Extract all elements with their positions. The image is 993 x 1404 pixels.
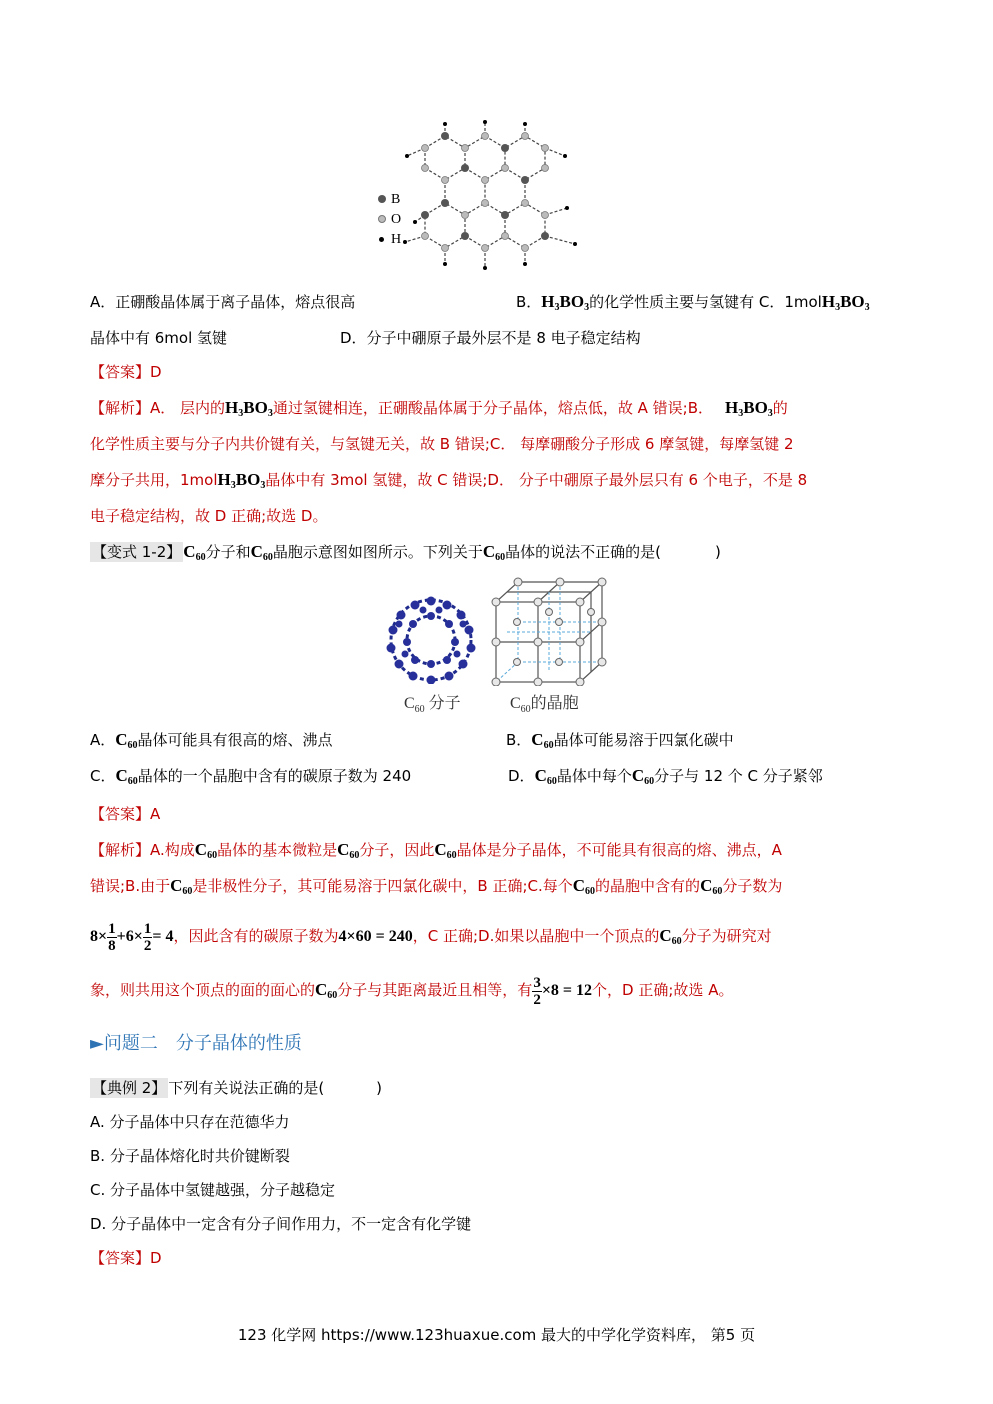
q1-option-b-c: B．$H_3BO_3$的化学性质主要与氢键有 C．$1molH_3BO_3$ [516,292,870,313]
variant-option-d: D．$C_{60}$晶体中每个$C_{60}$分子与 12 个 C 分子紧邻 [508,766,823,787]
variant-analysis-line4: 象，则共用这个顶点的面的面心的$C_{60}$分子与其距离最近且相等，有 $\frac{3}{2}$ ×8 = 12个，D 正确;故选 A。 [90,974,734,1008]
q2-option-c: C. 分子晶体中氢键越强，分子越稳定 [90,1181,336,1199]
legend-item-o: O [378,210,401,230]
q1-analysis-line3: 摩分子共用，$1molH_3BO_3$晶体中有 3mol 氢键，故 C 错误;D． 分子中硼原子最外层只有 6 个电子，不是 8 [90,470,808,491]
page-footer: 123 化学网 https://www.123huaxue.com 最大的中学化学资料库， 第5 页 [237,1326,756,1344]
legend-item-h: H [378,230,401,250]
triangle-marker-icon: ► [90,1033,104,1054]
section-2-heading: ►问题二 分子晶体的性质 [90,1033,302,1054]
q2-stem: 【典例 2】 下列有关说法正确的是( ) [92,1079,383,1097]
variant-analysis-line3: 8× $\frac{1}{8}$ +6× $\frac{1}{2}$ = 4，因此含有的碳原子数为4×60 = 240，C 正确;D.如果以晶胞中一个顶点的$C_{60}$分子为研究对 [90,920,772,954]
q1-option-d: D．分子中硼原子最外层不是 8 电子稳定结构 [340,329,641,347]
q2-option-b: B. 分子晶体熔化时共价键断裂 [90,1147,290,1165]
c60-unit-cell-figure [490,576,610,686]
q2-option-a: A. 分子晶体中只存在范德华力 [90,1113,290,1131]
q2-option-d: D. 分子晶体中一定含有分子间作用力，不一定含有化学键 [90,1215,472,1233]
boric-acid-structure-figure [375,118,595,276]
variant-answer: 【答案】A [90,805,161,823]
q2-tag: 【典例 2】 [92,1079,167,1097]
variant-tag: 【变式 1-2】 [92,543,182,561]
variant-option-c: C．$C_{60}$晶体的一个晶胞中含有的碳原子数为 240 [90,766,412,787]
c60-unit-cell-caption: $C_{60}$的晶胞 [510,695,579,716]
q1-option-c-line2: 晶体中有 6mol 氢键 [90,329,228,347]
c60-molecule-figure [385,596,477,684]
structure-legend [378,190,401,250]
q1-analysis-line1: 【解析】A． 层内的$H_3BO_3$通过氢键相连，正硼酸晶体属于分子晶体，熔点低，故 A 错误;B． $H_3BO_3$的 [90,398,788,419]
variant-option-a: A．$C_{60}$晶体可能具有很高的熔、沸点 [90,730,333,751]
variant-option-b: B．$C_{60}$晶体可能易溶于四氯化碳中 [506,730,734,751]
variant-analysis-line1: 【解析】A.构成$C_{60}$晶体的基本微粒是$C_{60}$分子，因此$C_{60}$晶体是分子晶体，不可能具有很高的熔、沸点，A [90,840,782,861]
legend-item-b: B [378,190,401,210]
variant-analysis-line2: 错误;B.由于$C_{60}$是非极性分子，其可能易溶于四氯化碳中，B 正确;C.每个$C_{60}$的晶胞中含有的$C_{60}$分子数为 [90,876,783,897]
q1-option-a: A．正硼酸晶体属于离子晶体，熔点很高 [90,293,356,311]
variant-stem: 【变式 1-2】 $C_{60}$分子和$C_{60}$晶胞示意图如图所示。下列关于$C_{60}$晶体的说法不正确的是( ) [92,542,721,563]
q1-analysis-line4: 电子稳定结构，故 D 正确;故选 D。 [90,507,328,525]
q2-answer: 【答案】D [90,1249,162,1267]
q1-answer: 【答案】D [90,363,162,381]
q1-analysis-line2: 化学性质主要与分子内共价键有关，与氢键无关，故 B 错误;C． 每摩硼酸分子形成 6 摩氢键，每摩氢键 2 [90,435,794,453]
c60-molecule-caption: $C_{60}$ 分子 [404,695,461,716]
hydrogen-atoms [403,120,577,270]
